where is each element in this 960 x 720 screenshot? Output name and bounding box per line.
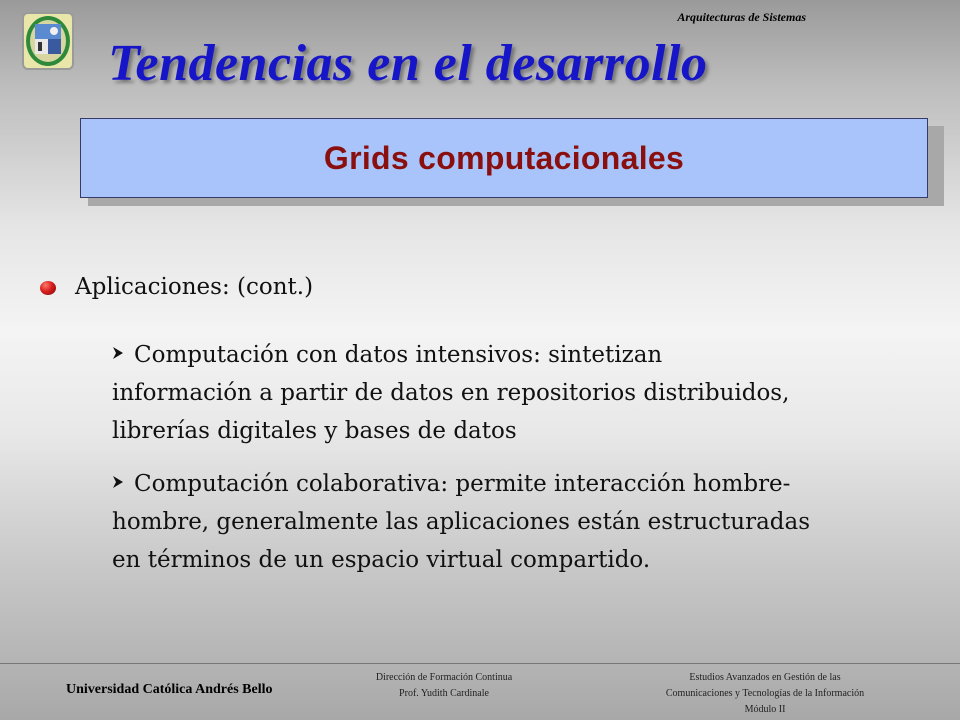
header-subtitle: Arquitecturas de Sistemas (677, 10, 806, 24)
arrowhead-bullet-icon (112, 334, 124, 372)
sub-bullet-item (112, 463, 942, 579)
footer-center-line: Prof. Yudith Cardinale (399, 688, 489, 699)
page-title: Tendencias en el desarrollo (108, 35, 708, 92)
footer-right-line: Módulo II (744, 704, 786, 715)
sub-bullet-item (112, 334, 942, 450)
sub-bullet-line: librerías digitales y bases de datos (112, 418, 517, 444)
sub-bullet-line: hombre, generalmente las aplicaciones están estructuradas (112, 509, 811, 535)
footer-university: Universidad Católica Andrés Bello (66, 682, 273, 697)
footer-divider (0, 663, 960, 664)
sub-bullet-line: en términos de un espacio virtual compartido. (112, 547, 651, 573)
sub-bullet-line: información a partir de datos en repositorios distribuidos, (112, 380, 790, 406)
level1-bullet-text: Aplicaciones: (cont.) (75, 274, 314, 300)
university-logo-icon (22, 12, 74, 70)
red-bullet-icon (40, 281, 56, 295)
section-banner (80, 118, 928, 198)
footer-right-line: Comunicaciones y Tecnologías de la Información (665, 688, 865, 699)
footer-right-credits (610, 670, 920, 718)
footer-center-credits (326, 670, 562, 702)
footer-right-line: Estudios Avanzados en Gestión de las (689, 672, 841, 683)
sub-bullet-line: Computación colaborativa: permite interacción hombre- (134, 471, 791, 497)
footer-center-line: Dirección de Formación Continua (375, 672, 513, 683)
arrowhead-bullet-icon (112, 463, 124, 501)
sub-bullet-line: Computación con datos intensivos: sintetizan (134, 342, 663, 368)
banner-title: Grids computacionales (323, 139, 685, 176)
